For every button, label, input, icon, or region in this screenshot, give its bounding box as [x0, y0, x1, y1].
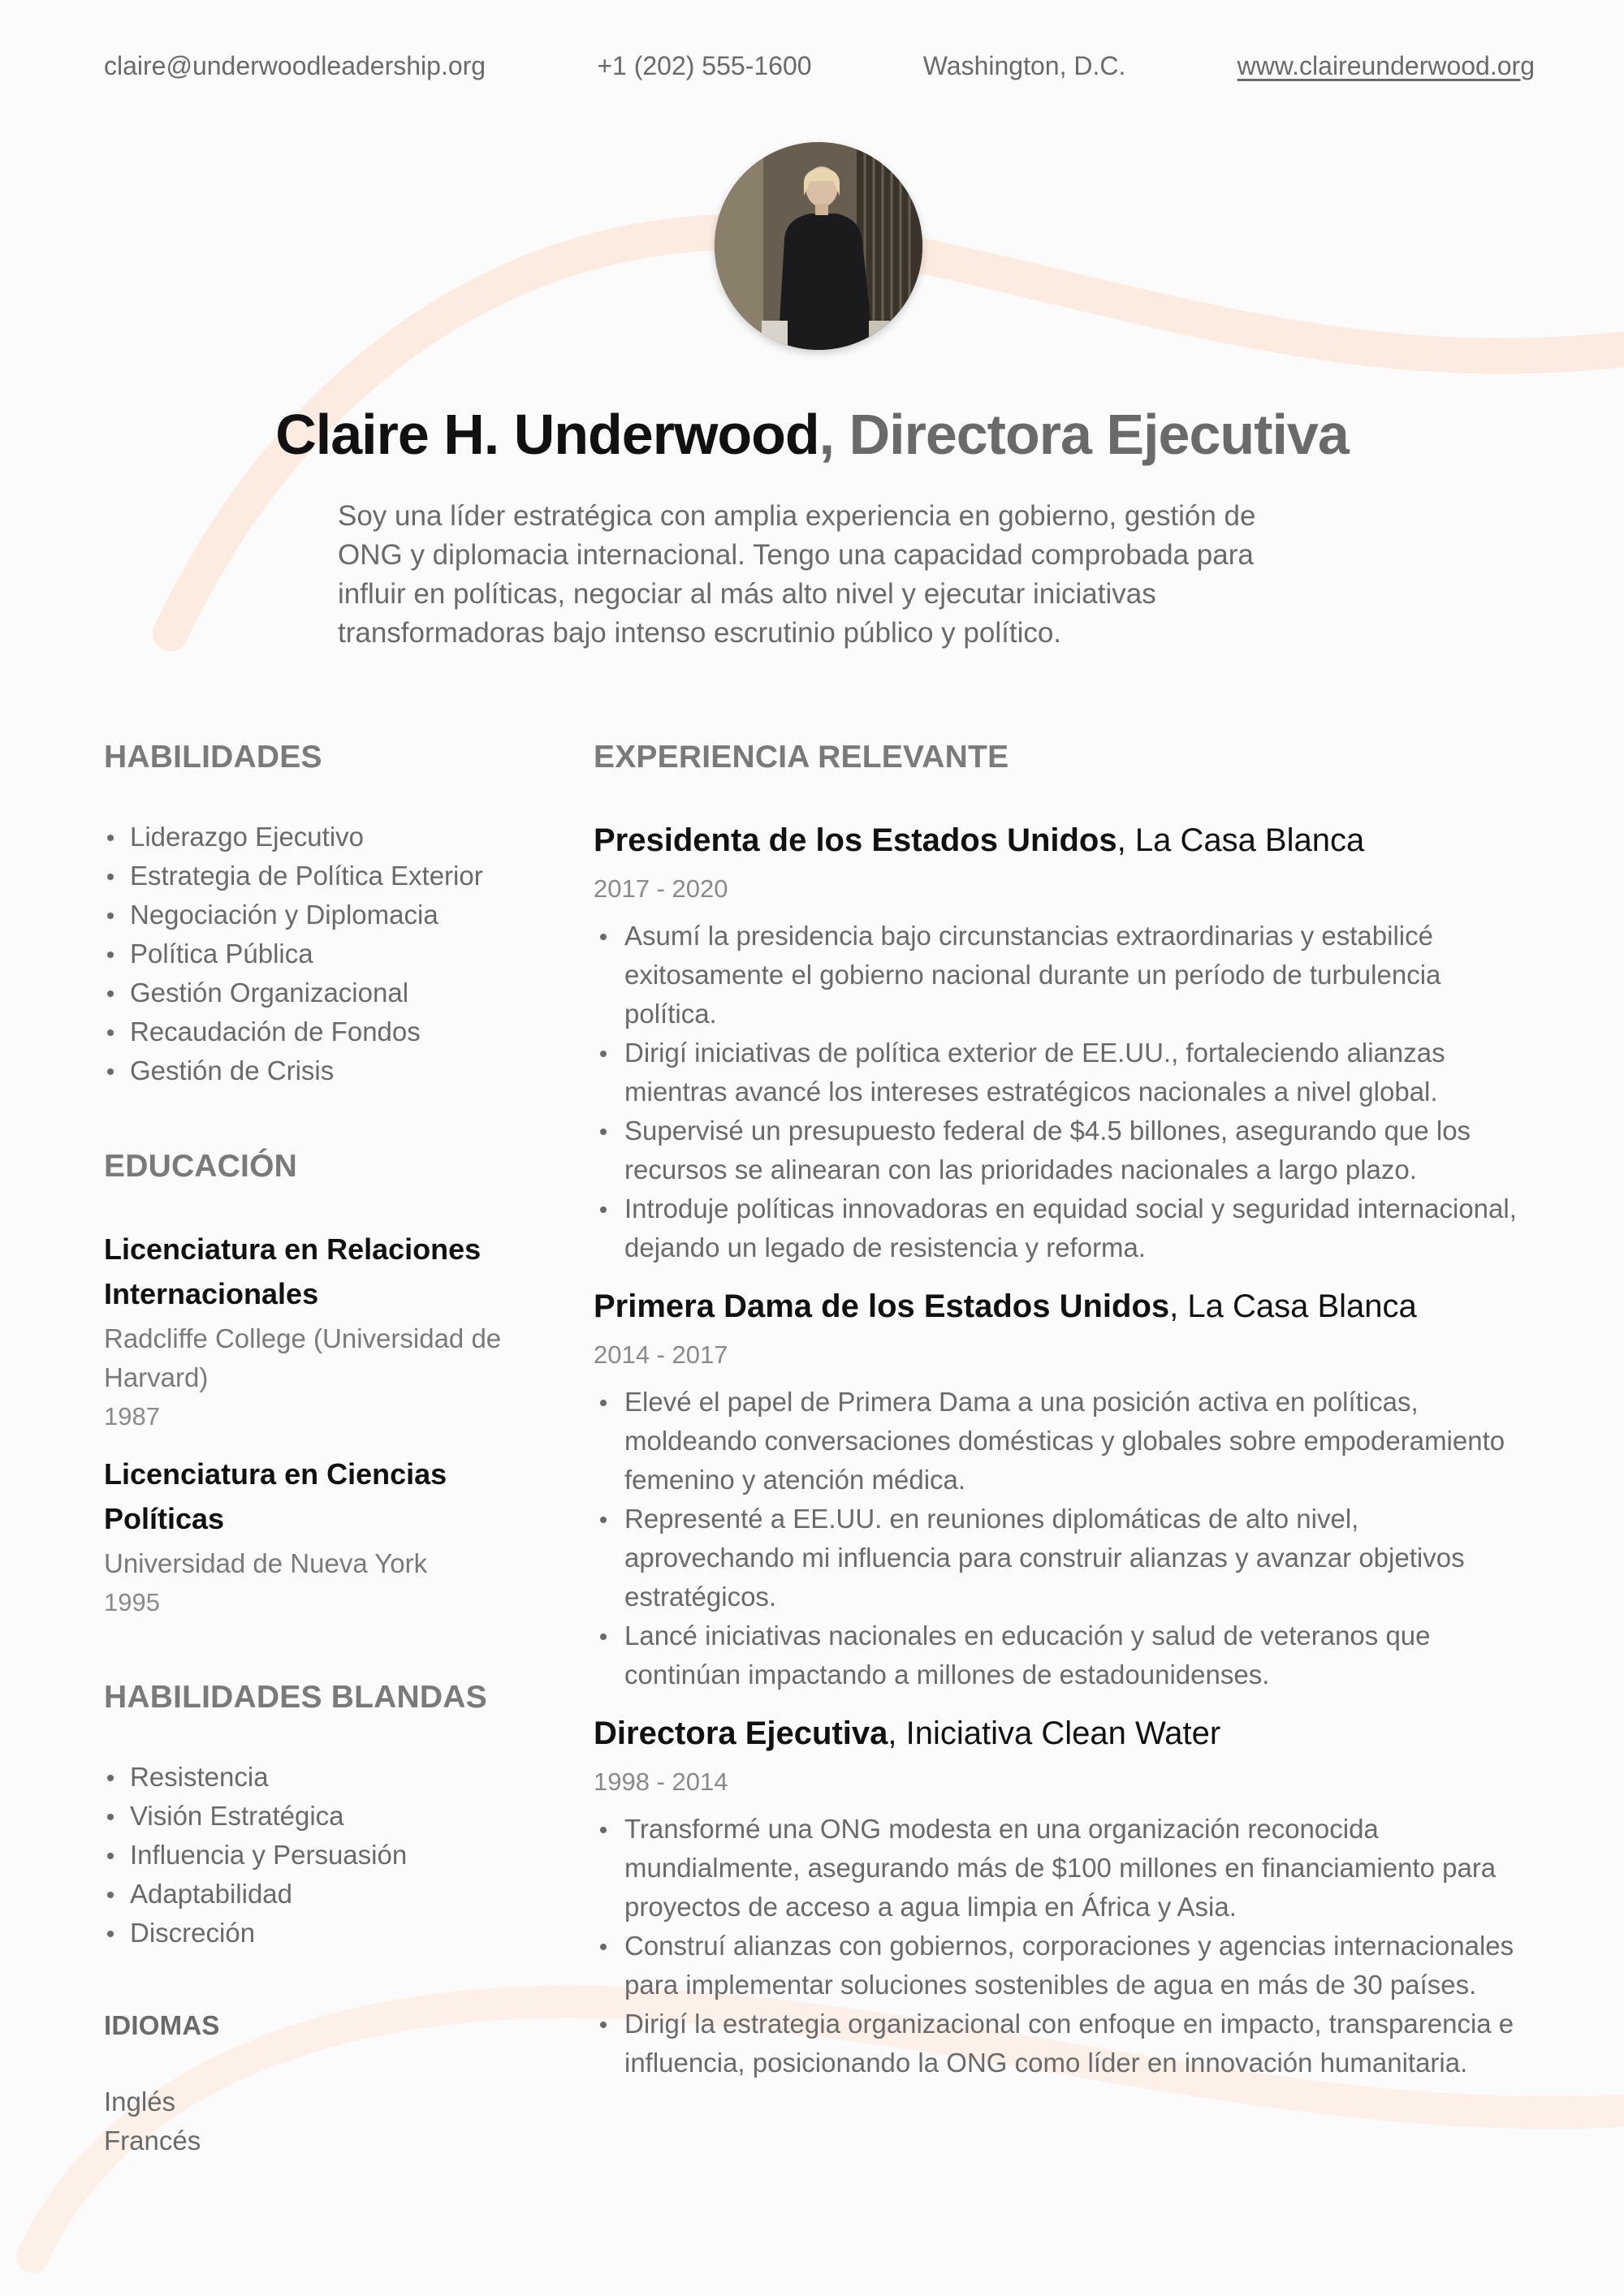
education-degree: Licenciatura en Relaciones Internacionales [104, 1232, 482, 1310]
job-entry [594, 1711, 1527, 2082]
job-bullet: Construí alianzas con gobiernos, corporaciones y agencias internacionales para implementar soluciones sostenibles de agua en más de 30 países. [624, 1927, 1527, 2005]
job-dates: 2017 - 2020 [594, 874, 728, 903]
education-section [104, 1144, 526, 1621]
job-bullets [594, 1383, 1527, 1694]
skill-item: Política Pública [130, 934, 526, 973]
job-bullets [594, 1810, 1527, 2082]
skills-list [104, 818, 526, 1090]
job-dates: 2014 - 2017 [594, 1340, 728, 1369]
job-organization: , La Casa Blanca [1116, 822, 1365, 858]
job-bullet: Asumí la presidencia bajo circunstancias extraordinarias y estabilicé exitosamente el gobierno nacional durante un período de turbulencia política. [624, 917, 1527, 1034]
contact-bar [104, 47, 1535, 84]
skill-item: Liderazgo Ejecutivo [130, 818, 526, 857]
job-bullets [594, 917, 1527, 1267]
person-role: Directora Ejecutiva [849, 403, 1349, 466]
person-name: Claire H. Underwood [275, 403, 819, 466]
job-organization: , La Casa Blanca [1169, 1288, 1417, 1324]
contact-email[interactable]: claire@underwoodleadership.org [104, 50, 486, 80]
soft-skill-item: Influencia y Persuasión [130, 1836, 526, 1875]
skill-item: Gestión Organizacional [130, 973, 526, 1012]
languages-section [104, 2006, 526, 2160]
profile-summary: Soy una líder estratégica con amplia experiencia en gobierno, gestión de ONG y diplomacia internacional. Tengo una capacidad comprobada para influir en políticas, negociar al más alto nivel y ejecutar iniciativas transformadoras bajo intenso escrutinio público y político. [338, 500, 1256, 649]
language-item: Francés [104, 2126, 201, 2156]
job-bullet: Lancé iniciativas nacionales en educación y salud de veteranos que continúan impactando a millones de estadounidenses. [624, 1616, 1527, 1694]
skill-item: Estrategia de Política Exterior [130, 857, 526, 896]
job-bullet: Transformé una ONG modesta en una organización reconocida mundialmente, asegurando más de $100 millones en financiamiento para proyectos de acceso a agua limpia en África y Asia. [624, 1810, 1527, 1927]
job-header [594, 1284, 1527, 1329]
job-title: Presidenta de los Estados Unidos [594, 822, 1117, 858]
education-year: 1995 [104, 1588, 160, 1616]
education-degree: Licenciatura en Ciencias Políticas [104, 1457, 447, 1535]
experience-heading: EXPERIENCIA RELEVANTE [594, 740, 1009, 775]
experience-section [594, 735, 1527, 2099]
job-bullet: Elevé el papel de Primera Dama a una posición activa en políticas, moldeando conversaciones domésticas y globales sobre empoderamiento femenino y atención médica. [624, 1383, 1527, 1500]
job-bullet: Dirigí la estrategia organizacional con enfoque en impacto, transparencia e influencia, posicionando la ONG como líder en innovación humanitaria. [624, 2005, 1527, 2082]
soft-skill-item: Discreción [130, 1914, 526, 1953]
soft-skill-item: Resistencia [130, 1758, 526, 1797]
profile-photo [715, 142, 922, 350]
job-header [594, 1711, 1527, 1756]
contact-website-link[interactable]: www.claireunderwood.org [1237, 50, 1535, 80]
job-bullet: Dirigí iniciativas de política exterior de EE.UU., fortaleciendo alianzas mientras avancé los intereses estratégicos nacionales a nivel global. [624, 1034, 1527, 1111]
language-item: Inglés [104, 2087, 176, 2117]
skill-item: Negociación y Diplomacia [130, 896, 526, 934]
job-title: Directora Ejecutiva [594, 1716, 888, 1751]
education-year: 1987 [104, 1402, 160, 1431]
education-heading: EDUCACIÓN [104, 1149, 297, 1184]
education-item [104, 1452, 526, 1621]
soft-skill-item: Adaptabilidad [130, 1875, 526, 1914]
soft-skills-section [104, 1675, 526, 1953]
soft-skills-heading: HABILIDADES BLANDAS [104, 1680, 487, 1715]
job-bullet: Supervisé un presupuesto federal de $4.5 billones, asegurando que los recursos se alinearan con las prioridades nacionales a largo plazo. [624, 1111, 1527, 1189]
contact-phone[interactable]: +1 (202) 555-1600 [597, 50, 812, 80]
job-header [594, 818, 1527, 863]
job-title: Primera Dama de los Estados Unidos [594, 1288, 1170, 1324]
contact-location: Washington, D.C. [922, 50, 1126, 80]
left-column [104, 735, 526, 2214]
job-entry [594, 818, 1527, 1267]
skill-item: Gestión de Crisis [130, 1051, 526, 1090]
skills-section [104, 735, 526, 1090]
job-entry [594, 1284, 1527, 1694]
title-separator: , [818, 403, 835, 466]
education-item [104, 1227, 526, 1435]
job-dates: 1998 - 2014 [594, 1767, 728, 1796]
job-bullet: Introduje políticas innovadoras en equidad social y seguridad internacional, dejando un legado de resistencia y reforma. [624, 1189, 1527, 1267]
page-title [0, 398, 1624, 471]
soft-skill-item: Visión Estratégica [130, 1797, 526, 1836]
soft-skills-list [104, 1758, 526, 1953]
job-organization: , Iniciativa Clean Water [888, 1716, 1221, 1751]
job-bullet: Representé a EE.UU. en reuniones diplomáticas de alto nivel, aprovechando mi influencia para construir alianzas y avanzar objetivos estratégicos. [624, 1500, 1527, 1616]
skills-heading: HABILIDADES [104, 740, 322, 775]
education-school: Radcliffe College (Universidad de Harvard) [104, 1323, 502, 1392]
education-school: Universidad de Nueva York [104, 1548, 428, 1578]
skill-item: Recaudación de Fondos [130, 1012, 526, 1051]
languages-heading: IDIOMAS [104, 2010, 220, 2040]
